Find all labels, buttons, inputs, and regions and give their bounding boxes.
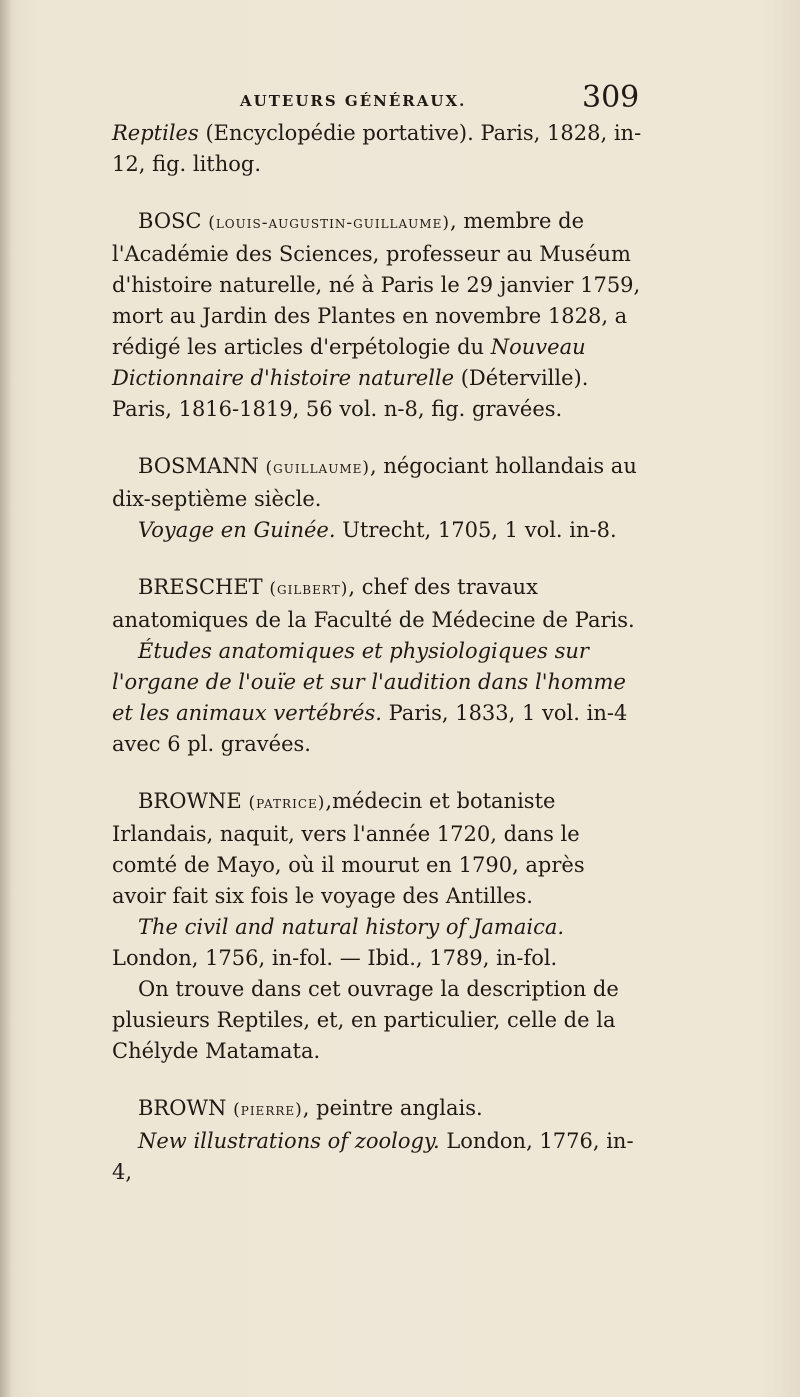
author-surname: BROWN [138,1096,227,1120]
author-surname: BRESCHET [138,575,263,599]
work-details: London, 1756, in-fol. — Ibid., 1789, in-fol. [112,946,558,970]
author-surname: BOSC [138,209,202,233]
work-details: London, 1776, in-4, [112,1129,634,1184]
entry-bio [112,572,642,636]
work-citation [112,636,642,760]
work-title: The civil and natural history of Jamaica. [138,915,565,939]
work-title: Voyage en Guinée. [138,518,336,542]
work-details: Utrecht, 1705, 1 vol. in-8. [335,518,617,542]
author-forename: (gilbert) [269,579,349,599]
continued-title: Reptiles [112,121,199,145]
entry-bosmann [112,451,642,546]
author-bio: , négociant hollandais au dix-septième siècle. [112,454,637,511]
entry-bio [112,786,642,912]
entry-bio [112,451,642,515]
bio-italic: Nouveau Dictionnaire d'histoire naturelle [112,335,586,390]
author-bio: ,médecin et botaniste Irlandais, naquit, vers l'année 1720, dans le comté de Mayo, où il mourut en 1790, après avoir fait six fois le voyage des Antilles. [112,789,585,908]
author-bio: , chef des travaux anatomiques de la Faculté de Médecine de Paris. [112,575,635,632]
continued-entry [112,118,642,180]
author-forename: (louis-augustin-guillaume) [208,213,450,233]
entry-bio [112,1093,642,1126]
page-body [112,118,642,1188]
author-bio: , peintre anglais. [302,1096,483,1120]
author-forename: (pierre) [233,1100,303,1120]
work-details: Paris, 1833, 1 vol. in-4 avec 6 pl. gravées. [112,701,628,756]
running-title: AUTEURS GÉNÉRAUX. [240,92,467,110]
entry-breschet [112,572,642,760]
author-surname: BROWNE [138,789,242,813]
author-bio: , membre de l'Académie des Sciences, professeur au Muséum d'histoire naturelle, né à Paris le 29 janvier 1759, mort au Jardin des Plantes en novembre 1828, a rédigé les articles d'erpétologie du [112,209,641,359]
work-citation [112,515,642,546]
entry-bio [112,206,642,425]
author-forename: (guillaume) [265,458,370,478]
author-surname: BOSMANN [138,454,259,478]
work-title: New illustrations of zoology. [138,1129,440,1153]
author-forename: (patrice) [248,793,326,813]
work-title: Études anatomiques et physiologiques sur l'organe de l'ouïe et sur l'audition dans l'homme et les animaux vertébrés. [112,639,626,725]
entry-browne [112,786,642,1067]
entry-brown [112,1093,642,1188]
work-citation [112,912,642,974]
page-number: 309 [582,80,640,115]
bio-tail: (Déterville). Paris, 1816-1819, 56 vol. n-8, fig. gravées. [112,366,589,421]
page-binding-shadow [0,0,10,1397]
work-citation [112,1126,642,1188]
work-note: On trouve dans cet ouvrage la description de plusieurs Reptiles, et, en particulier, celle de la Chélyde Matamata. [112,977,619,1063]
entry-bosc [112,206,642,425]
continued-rest: (Encyclopédie portative). Paris, 1828, in-12, fig. lithog. [112,121,642,176]
